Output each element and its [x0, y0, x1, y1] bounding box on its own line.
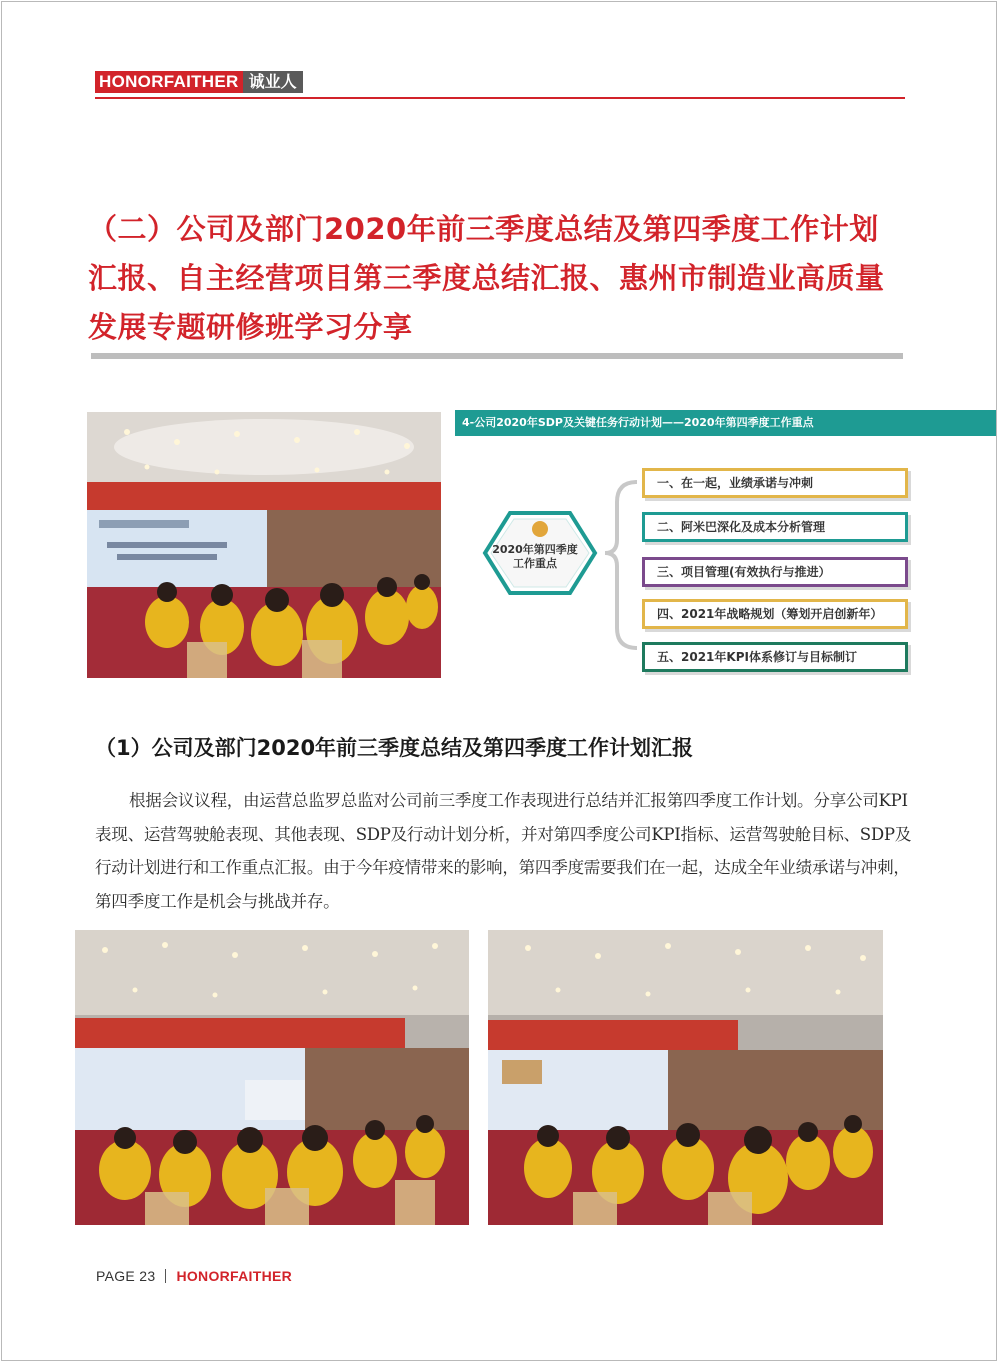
focus-item-2 [642, 512, 908, 542]
q4-plan-slide [455, 410, 996, 682]
slide-title: 4-公司2020年SDP及关键任务行动计划——2020年第四季度工作重点 [462, 416, 814, 429]
section-body: 根据会议议程，由运营总监罗总监对公司前三季度工作表现进行总结并汇报第四季度工作计划。分享公司KPI表现、运营驾驶舱表现、其他表现、SDP及行动计划分析，并对第四季度公司KPI指标、运营驾驶舱目标、SDP及行动计划进行和工作重点汇报。由于今年疫情带来的影响，第四季度需要我们在一起，达成全年业绩承诺与冲刺，第四季度工作是机会与挑战并存。 [95, 791, 912, 911]
section-heading: （1）公司及部门2020年前三季度总结及第四季度工作计划汇报 [95, 736, 694, 760]
focus-item-1-label: 一、在一起，业绩承诺与冲刺 [657, 476, 814, 490]
header-logo [95, 71, 303, 93]
page-footer [96, 1268, 292, 1284]
conference-photo-1 [87, 412, 441, 678]
focus-item-5 [642, 642, 908, 672]
focus-item-2-label: 二、阿米巴深化及成本分析管理 [657, 520, 826, 534]
header-brand: HONORFAITHER [95, 71, 243, 93]
focus-item-4 [642, 599, 908, 629]
focus-item-1 [642, 468, 908, 498]
page-number: PAGE 23 [96, 1268, 156, 1284]
page-title: （二）公司及部门2020年前三季度总结及第四季度工作计划汇报、自主经营项目第三季度总结汇报、惠州市制造业高质量发展专题研修班学习分享 [88, 212, 885, 344]
header-brand-cn: 诚业人 [243, 71, 303, 93]
focus-item-5-label: 五、2021年KPI体系修订与目标制订 [657, 650, 857, 664]
target-icon [532, 521, 548, 537]
hex-label-line-1: 2020年第四季度 [492, 543, 578, 556]
focus-item-4-label: 四、2021年战略规划（筹划开启创新年） [657, 607, 883, 621]
header-divider [95, 97, 905, 99]
conference-photo-3 [488, 930, 883, 1225]
focus-item-3-label: 三、项目管理(有效执行与推进） [657, 565, 831, 579]
footer-separator [165, 1269, 166, 1283]
focus-item-3 [642, 557, 908, 587]
footer-brand: HONORFAITHER [176, 1268, 293, 1284]
hex-label [490, 543, 580, 571]
title-divider [91, 353, 903, 359]
hex-label-line-2: 工作重点 [513, 557, 557, 570]
conference-photo-2 [75, 930, 469, 1225]
